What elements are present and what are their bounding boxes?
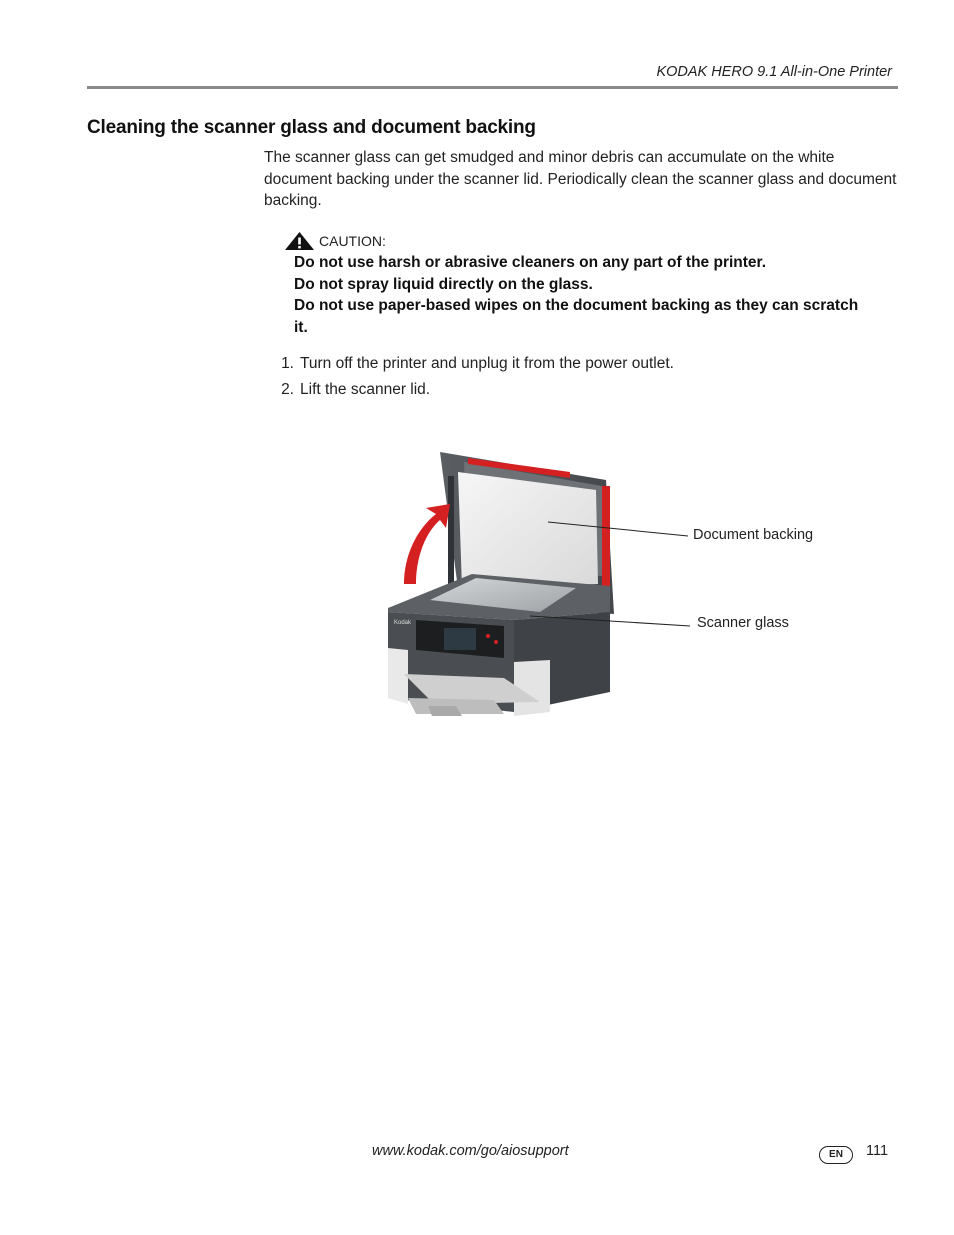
printer-figure [364, 436, 854, 742]
caution-label: CAUTION: [319, 233, 386, 249]
step-number: 1. [281, 355, 294, 372]
intro-paragraph: The scanner glass can get smudged and minor debris can accumulate on the white document backing under the scanner lid. Periodically clean the scanner glass and document backing. [264, 149, 897, 209]
step-text: Lift the scanner lid. [300, 381, 431, 398]
steps-list [264, 351, 884, 403]
step-item [264, 351, 884, 377]
step-text: Turn off the printer and unplug it from the power outlet. [300, 355, 674, 372]
callout-scanner-glass: Scanner glass [697, 615, 789, 631]
printer-illustration [364, 436, 854, 742]
brand-logo-text: Kodak [394, 620, 412, 626]
header-rule [87, 86, 898, 89]
caution-line: Do not use paper-based wipes on the document backing as they can scratch it. [294, 297, 859, 336]
step-item [264, 377, 884, 403]
footer-support-url[interactable]: www.kodak.com/go/aiosupport [372, 1143, 569, 1159]
step-number: 2. [281, 381, 294, 398]
caution-text [294, 252, 874, 338]
running-header-title: KODAK HERO 9.1 All-in-One Printer [656, 64, 892, 80]
callout-document-backing: Document backing [693, 527, 814, 543]
caution-line: Do not use harsh or abrasive cleaners on any part of the printer. [294, 254, 767, 271]
caution-line: Do not spray liquid directly on the glass. [294, 275, 593, 293]
language-badge: EN [819, 1146, 853, 1164]
section-title: Cleaning the scanner glass and document backing [87, 117, 536, 138]
page-number: 111 [866, 1143, 889, 1159]
caution-heading [284, 231, 386, 251]
warning-triangle-icon [284, 231, 315, 251]
